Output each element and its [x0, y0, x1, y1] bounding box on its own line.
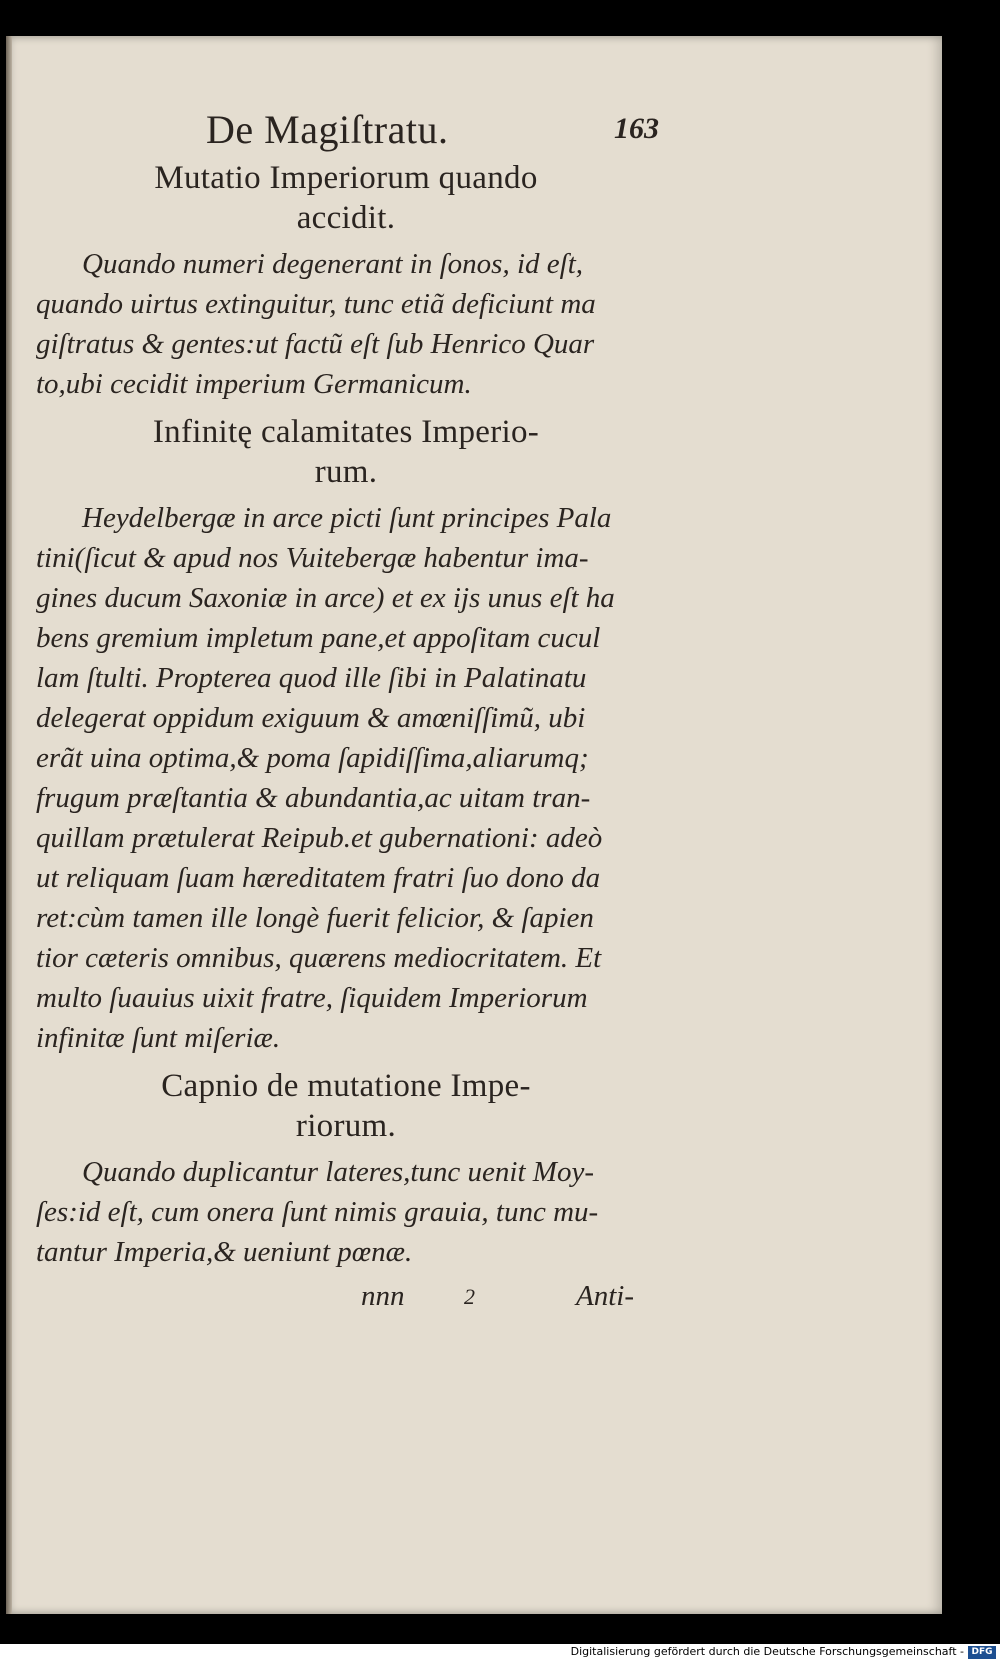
catchword: Anti-: [576, 1280, 634, 1312]
catch-line: [36, 1280, 656, 1320]
text-line: tini(ſicut & apud nos Vuitebergæ habentur ima-: [36, 542, 589, 574]
text-line: delegerat oppidum exiguum & amœniſſimũ, ubi: [36, 702, 586, 734]
text-line: quando uirtus extinguitur, tunc etiã deficiunt ma: [36, 288, 596, 320]
text-line: lam ſtulti. Propterea quod ille ſibi in Palatinatu: [36, 662, 587, 694]
page-number: 163: [614, 112, 659, 145]
text-line: tior cæteris omnibus, quærens mediocritatem. Et: [36, 942, 602, 974]
text-line: tantur Imperia,& ueniunt pœnæ.: [36, 1236, 413, 1268]
heading-line: accidit.: [296, 200, 396, 236]
footer-credit: Digitalisierung gefördert durch die Deutsche Forschungsgemeinschaft -: [570, 1645, 964, 1658]
section-heading: [36, 1066, 656, 1146]
text-line: giſtratus & gentes:ut factũ eſt ſub Henrico Quar: [36, 328, 595, 360]
text-line: ſes:id eſt, cum onera ſunt nimis grauia, tunc mu-: [36, 1196, 599, 1228]
running-head: [36, 106, 659, 158]
dfg-logo: DFG: [968, 1646, 996, 1659]
paragraph: [36, 1152, 656, 1272]
running-head-title: De Magiſtratu.: [206, 107, 449, 152]
text-line: Quando duplicantur lateres,tunc uenit Moy-: [82, 1156, 594, 1188]
text-line: infinitæ ſunt miſeriæ.: [36, 1022, 281, 1054]
heading-line: riorum.: [295, 1108, 397, 1144]
text-line: frugum præſtantia & abundantia,ac uitam tran-: [36, 782, 591, 814]
text-line: bens gremium impletum pane,et appoſitam cucul: [36, 622, 601, 654]
text-line: multo ſuauius uixit fratre, ſiquidem Imperiorum: [36, 982, 588, 1014]
paragraph: [36, 244, 656, 404]
text-line: ut reliquam ſuam hæreditatem fratri ſuo dono da: [36, 862, 601, 894]
text-line: Heydelbergæ in arce picti ſunt principes Pala: [82, 502, 612, 534]
book-page: [6, 36, 942, 1614]
text-line: quillam prætulerat Reipub.et gubernationi: adeò: [36, 822, 603, 854]
section-heading: [36, 158, 656, 238]
page-gutter: [6, 36, 12, 1614]
heading-line: Capnio de mutatione Impe-: [161, 1068, 531, 1104]
digitization-footer: [0, 1644, 1000, 1662]
paragraph: [36, 498, 656, 1058]
text-line: Quando numeri degenerant in ſonos, id eſt,: [82, 248, 584, 280]
heading-line: rum.: [314, 454, 378, 490]
text-line: to,ubi cecidit imperium Germanicum.: [36, 368, 472, 400]
signature-number: 2: [464, 1284, 475, 1309]
heading-line: Mutatio Imperiorum quando: [154, 160, 538, 196]
text-block: [36, 106, 659, 1320]
section-heading: [36, 412, 656, 492]
text-line: erãt uina optima,& poma ſapidiſſima,aliarumq;: [36, 742, 589, 774]
signature-mark: nnn: [361, 1280, 405, 1312]
heading-line: Infinitę calamitates Imperio-: [152, 414, 540, 450]
text-line: ret:cùm tamen ille longè fuerit felicior, & ſapien: [36, 902, 594, 934]
text-line: gines ducum Saxoniæ in arce) et ex ijs unus eſt ha: [36, 582, 615, 614]
